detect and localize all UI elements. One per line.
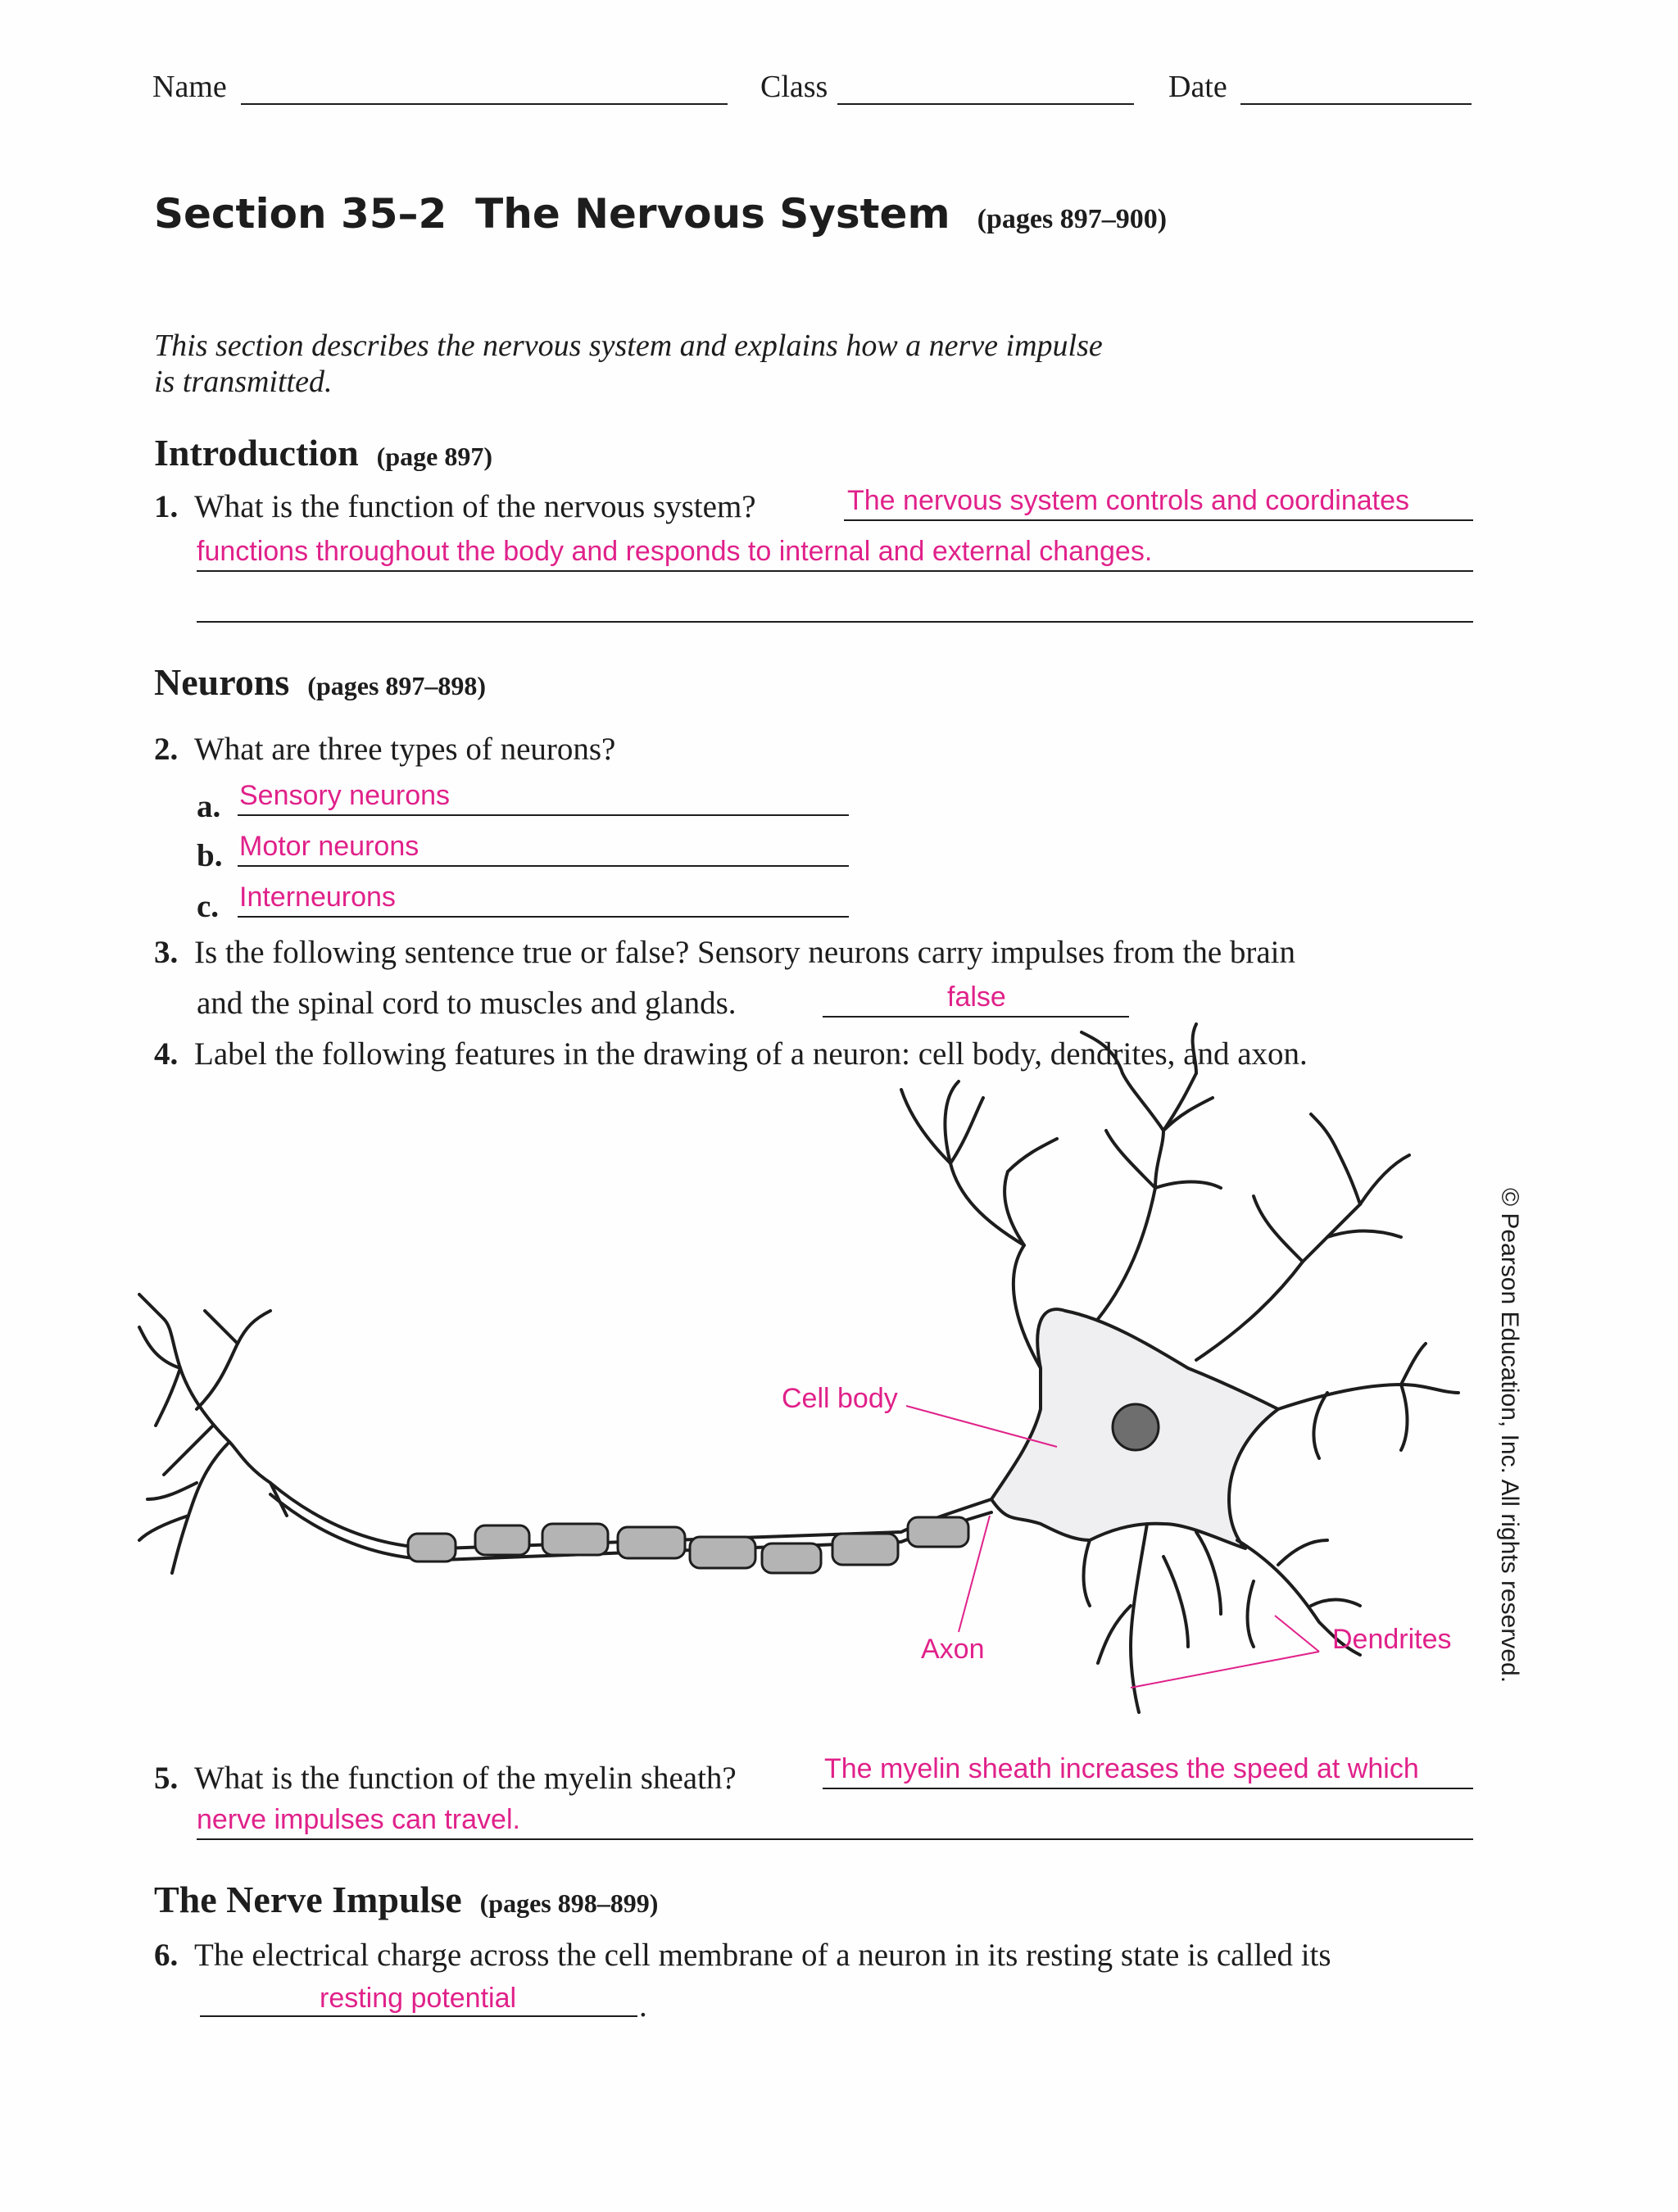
question-3-answer[interactable]: false (947, 981, 1006, 1013)
question-3-number: 3. (154, 935, 179, 970)
question-6-end: . (639, 1988, 647, 2024)
label-cell-body: Cell body (782, 1383, 898, 1414)
question-1-answer-line-2[interactable]: functions throughout the body and responds to internal and external changes. (197, 536, 1153, 567)
question-3-text-line-2: and the spinal cord to muscles and glands. (197, 986, 737, 1021)
class-label: Class (760, 70, 828, 104)
question-6-text: The electrical charge across the cell membrane of a neuron in its resting state is called its (194, 1938, 1331, 1973)
question-2-number: 2. (154, 732, 179, 767)
question-1-number: 1. (154, 489, 179, 524)
question-6-answer[interactable]: resting potential (320, 1983, 517, 2014)
myelin-segment (908, 1517, 968, 1547)
myelin-segment (618, 1527, 685, 1558)
label-axon: Axon (921, 1634, 985, 1665)
neurons-pages: (pages 897–898) (307, 671, 487, 700)
name-label: Name (152, 70, 227, 104)
question-4-number: 4. (154, 1036, 179, 1072)
introduction-pages: (page 897) (376, 442, 492, 471)
nerve-impulse-pages: (pages 898–899) (479, 1888, 659, 1918)
question-3-text-line-1: Is the following sentence true or false? Sensory neurons carry impulses from the brain (194, 935, 1296, 970)
question-6 (154, 1937, 1331, 1974)
question-5-text: What is the function of the myelin sheath? (194, 1761, 737, 1796)
question-1-answer-line-1[interactable]: The nervous system controls and coordinates (847, 485, 1410, 516)
item-a-answer[interactable]: Sensory neurons (239, 780, 451, 811)
date-label: Date (1168, 70, 1227, 104)
section-title: Section 35–2 The Nervous System (154, 190, 950, 238)
myelin-segment (408, 1534, 456, 1562)
item-b-letter: b. (197, 838, 223, 873)
item-c-letter: c. (197, 889, 220, 924)
myelin-segment (475, 1525, 529, 1555)
dendrites-leader (1131, 1652, 1319, 1688)
myelin-segment (542, 1524, 608, 1555)
nerve-impulse-title: The Nerve Impulse (154, 1879, 462, 1920)
question-4-text: Label the following features in the drawing of a neuron: cell body, dendrites, and axon. (194, 1036, 1308, 1072)
answer-line (197, 1838, 1473, 1840)
myelin-segment (832, 1534, 898, 1565)
question-5-answer-line-2[interactable]: nerve impulses can travel. (197, 1804, 520, 1835)
item-a-letter: a. (197, 789, 221, 824)
label-dendrites: Dendrites (1332, 1624, 1452, 1655)
question-5-number: 5. (154, 1761, 179, 1796)
description-line-2: is transmitted. (154, 365, 333, 399)
myelin-segment (762, 1543, 821, 1573)
introduction-title: Introduction (154, 432, 359, 474)
myelin-segment (690, 1537, 755, 1568)
copyright-text: © Pearson Education, Inc. All rights reserved. (1496, 1187, 1523, 1684)
question-6-number: 6. (154, 1938, 179, 1973)
item-b-answer[interactable]: Motor neurons (239, 831, 420, 862)
dendrites-leader (1275, 1616, 1319, 1652)
answer-line (823, 1788, 1473, 1789)
nucleus (1113, 1404, 1159, 1450)
neurons-title: Neurons (154, 661, 290, 703)
nerve-impulse-heading (154, 1878, 658, 1921)
question-5 (154, 1760, 737, 1797)
question-2-text: What are three types of neurons? (194, 732, 616, 767)
question-1-text: What is the function of the nervous system? (194, 489, 756, 524)
question-5-answer-line-1[interactable]: The myelin sheath increases the speed at which (824, 1753, 1419, 1784)
answer-line (200, 2015, 637, 2017)
section-pages: (pages 897–900) (977, 204, 1168, 234)
item-c-answer[interactable]: Interneurons (239, 882, 396, 913)
description-line-1: This section describes the nervous system and explains how a nerve impulse (154, 329, 1103, 363)
